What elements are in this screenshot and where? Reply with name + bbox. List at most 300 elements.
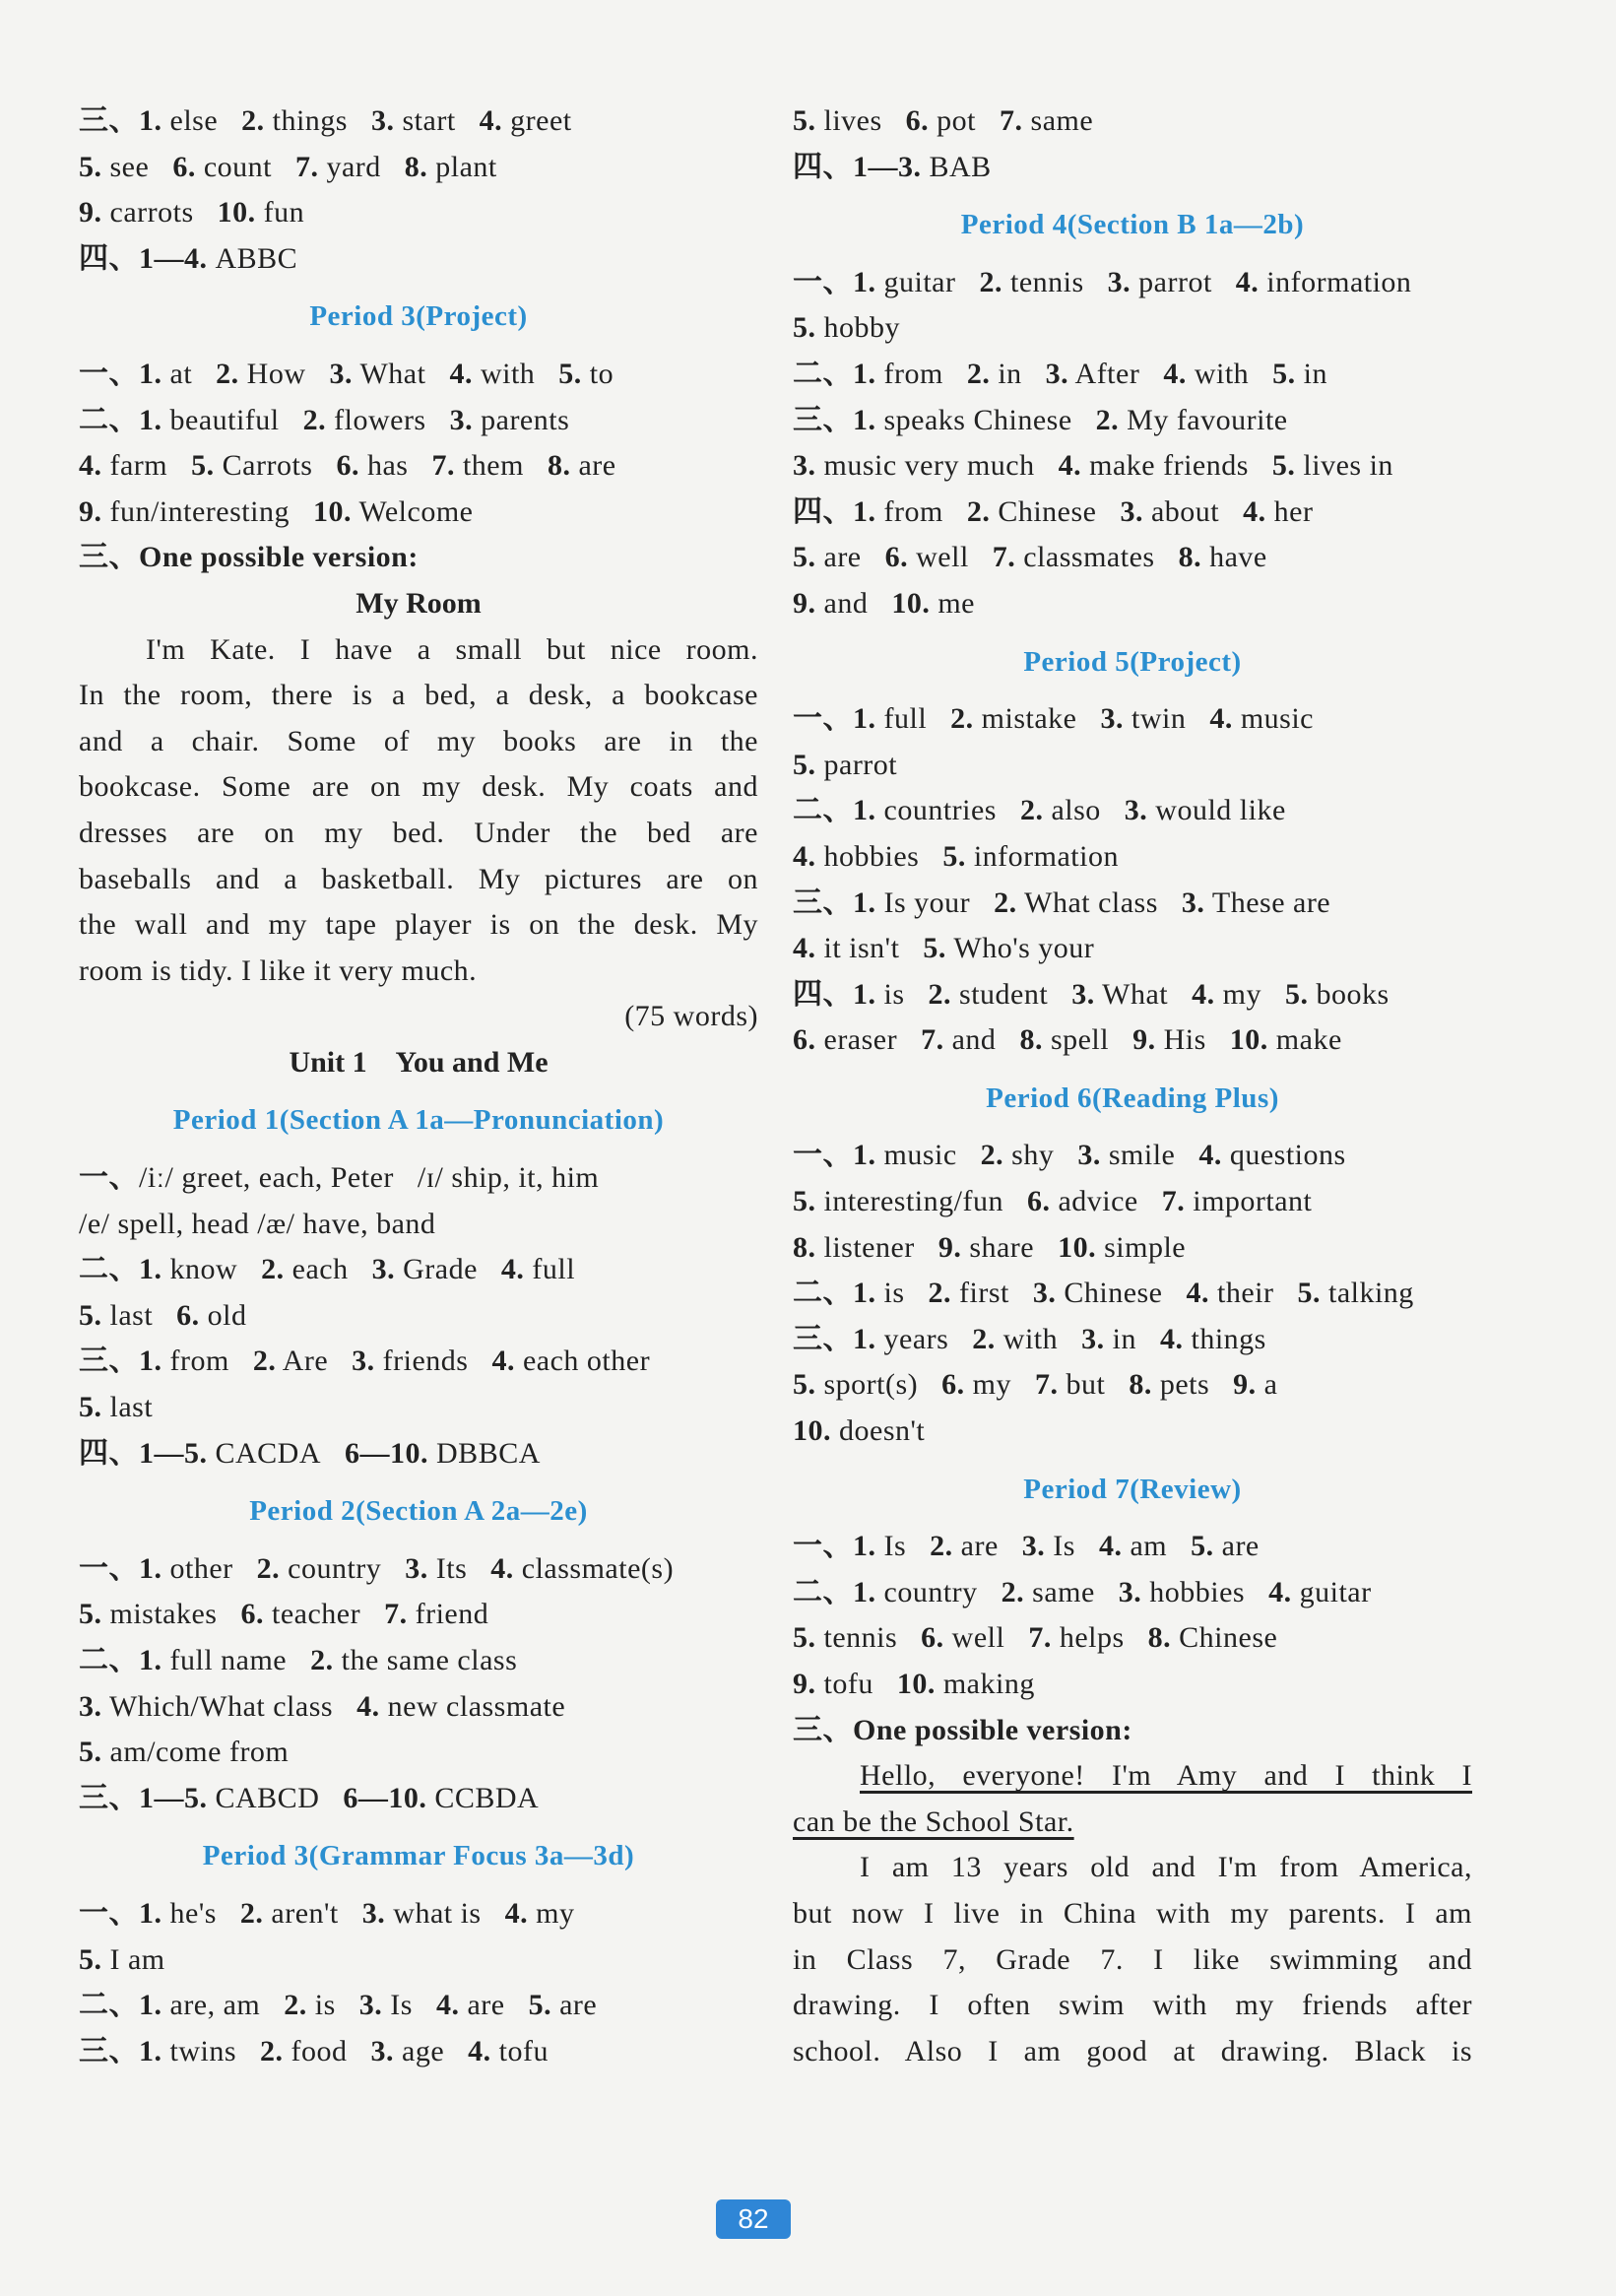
- item-number: 4.: [1243, 494, 1266, 528]
- answer-line: [793, 1017, 1472, 1064]
- answer-text: What: [359, 357, 426, 390]
- answer-text: talking: [1327, 1277, 1414, 1310]
- item-number: 7.: [1000, 104, 1023, 137]
- answer-text: each other: [522, 1345, 651, 1378]
- item-number: 6.: [176, 1298, 200, 1332]
- item-number: 2.: [928, 977, 952, 1011]
- item-number: 2.: [930, 1530, 953, 1563]
- item-number: 6.: [941, 1368, 965, 1402]
- answer-line: [793, 834, 1472, 881]
- answer-text: things: [272, 104, 348, 137]
- item-number: 2.: [950, 702, 974, 736]
- question-group-marker: 二、: [79, 1989, 139, 2022]
- answer-line: [79, 1247, 758, 1293]
- answer-text: Are: [282, 1345, 329, 1378]
- answer-text: guitar: [1299, 1575, 1372, 1608]
- answer-line: [79, 1937, 758, 1984]
- item-number: 4.: [1235, 265, 1260, 298]
- answer-text: Grade: [403, 1253, 478, 1286]
- question-group-marker: 三、: [79, 1781, 139, 1814]
- item-number: 3.: [1181, 886, 1205, 919]
- item-number: 7.: [431, 449, 455, 483]
- answer-text: fun: [263, 196, 305, 230]
- item-number: 2.: [260, 2034, 284, 2067]
- item-number: 7.: [384, 1598, 408, 1631]
- answer-text: CACDA: [215, 1436, 322, 1470]
- item-number: 1.: [139, 104, 162, 137]
- item-number: 4.: [1098, 1530, 1123, 1563]
- answer-text: parents: [481, 403, 570, 436]
- answer-text: mistake: [981, 702, 1077, 736]
- answer-text: country: [288, 1551, 382, 1585]
- text-line: [79, 902, 758, 949]
- answer-line: [79, 1776, 758, 1822]
- answer-text: are, am: [169, 1989, 261, 2022]
- answer-text: What class: [1024, 886, 1158, 919]
- answer-text: Is: [1053, 1530, 1075, 1563]
- answer-text: tennis: [1009, 265, 1084, 298]
- answer-text: Who's your: [953, 932, 1095, 965]
- item-number: 1.: [853, 1322, 876, 1355]
- answer-text: Carrots: [222, 449, 313, 483]
- item-number: 7.: [992, 541, 1016, 574]
- answer-text: farm: [109, 449, 168, 483]
- section-heading: Period 3(Project): [309, 300, 528, 333]
- item-number: 3.: [1071, 977, 1095, 1011]
- item-number: 3.: [79, 1689, 102, 1723]
- answer-line: [793, 1271, 1472, 1317]
- answer-text: eraser: [823, 1023, 898, 1057]
- answer-line: [79, 352, 758, 398]
- item-number: 6.: [172, 150, 196, 183]
- item-number: 2.: [252, 1345, 277, 1378]
- item-number: 5.: [793, 748, 816, 781]
- answer-text: their: [1217, 1277, 1274, 1310]
- answer-text: simple: [1104, 1230, 1187, 1264]
- answer-text: other: [169, 1551, 233, 1585]
- text-line: [793, 1845, 1472, 1891]
- answer-text: count: [203, 150, 272, 183]
- item-number: 2.: [928, 1277, 952, 1310]
- question-group-marker: 二、: [793, 1575, 853, 1608]
- answer-line: [793, 1179, 1472, 1225]
- answer-line: [793, 1662, 1472, 1708]
- item-number: 8.: [404, 150, 428, 183]
- question-group-marker: 二、: [793, 357, 853, 390]
- item-number: 3.: [1118, 1575, 1142, 1608]
- answer-line: [793, 972, 1472, 1018]
- answer-text: DBBCA: [436, 1436, 541, 1470]
- answer-text: from: [883, 357, 943, 390]
- answer-text: making: [942, 1668, 1035, 1700]
- answer-text: carrots: [109, 196, 194, 230]
- answer-line: [793, 581, 1472, 627]
- item-number: 7.: [1028, 1621, 1052, 1655]
- question-group-marker: 四、: [793, 150, 853, 183]
- answer-text: am/come from: [109, 1736, 290, 1769]
- item-number: 3.: [1032, 1277, 1057, 1310]
- item-number: 4.: [1159, 1322, 1184, 1355]
- answer-line: [793, 98, 1472, 145]
- item-number: 4.: [479, 104, 503, 137]
- answer-text: it isn't: [823, 932, 900, 965]
- item-number: 5.: [1297, 1277, 1321, 1310]
- item-number: 2.: [302, 403, 327, 436]
- right-column: [793, 98, 1472, 2074]
- answer-line: [79, 1431, 758, 1477]
- answer-line: [793, 1708, 1472, 1754]
- text-line: [79, 764, 758, 811]
- answer-text: information: [973, 839, 1119, 873]
- answer-text: but: [1066, 1368, 1106, 1402]
- answer-text: lives: [823, 104, 882, 137]
- item-number: 7.: [294, 150, 319, 183]
- answer-text: CABCD: [215, 1781, 320, 1814]
- answer-text: tofu: [498, 2034, 549, 2067]
- answer-text: them: [462, 449, 524, 483]
- answer-text: His: [1163, 1023, 1206, 1057]
- item-number: 5.: [793, 104, 816, 137]
- question-group-marker: 一、: [793, 1530, 853, 1563]
- answer-line: [793, 305, 1472, 352]
- answer-text: pets: [1159, 1368, 1210, 1402]
- item-number: 3.: [352, 1345, 375, 1378]
- item-number: 3.: [1107, 265, 1131, 298]
- item-number: 1.: [853, 265, 876, 298]
- item-number: 9.: [1132, 1023, 1156, 1057]
- answer-line: [793, 443, 1472, 490]
- answer-line: [79, 490, 758, 536]
- answer-text: teacher: [272, 1598, 361, 1631]
- answer-text: music very much: [823, 449, 1035, 483]
- text-line: [793, 1800, 1472, 1846]
- item-number: 2.: [239, 1896, 264, 1930]
- answer-text: would like: [1155, 794, 1286, 827]
- answer-line: [793, 145, 1472, 191]
- item-number: 5.: [793, 1368, 816, 1402]
- answer-text: well: [951, 1621, 1005, 1655]
- item-number: 5.: [79, 1942, 102, 1976]
- item-number: 10.: [1058, 1230, 1097, 1264]
- answer-text: parrot: [1138, 265, 1212, 298]
- answer-text: full: [883, 702, 928, 736]
- answer-text: with: [480, 357, 536, 390]
- question-group-marker: 三、: [79, 2034, 139, 2067]
- question-group-marker: 三、: [79, 541, 139, 574]
- answer-line: [79, 1730, 758, 1776]
- question-group-marker: 二、: [793, 1277, 853, 1310]
- answer-line: [79, 1983, 758, 2029]
- answer-text: last: [109, 1298, 154, 1332]
- item-number: 5.: [79, 1298, 102, 1332]
- bold-label: One possible version:: [139, 541, 419, 574]
- item-number: 2.: [310, 1644, 334, 1676]
- question-group-marker: 四、: [793, 977, 853, 1011]
- text-line: [793, 1753, 1472, 1800]
- answer-text: the same class: [341, 1644, 518, 1676]
- answer-text: see: [109, 150, 150, 183]
- question-group-marker: 一、: [793, 702, 853, 736]
- item-number: 8.: [1019, 1023, 1043, 1057]
- answer-text: are: [467, 1989, 505, 2022]
- answer-text: interesting/fun: [823, 1185, 1003, 1218]
- answer-text: These are: [1211, 886, 1331, 919]
- item-number: 7.: [1035, 1368, 1059, 1402]
- text-line: [79, 1202, 758, 1248]
- item-number: 9.: [79, 494, 102, 528]
- answer-line: [793, 260, 1472, 306]
- answer-text: music: [883, 1139, 957, 1172]
- answer-text: is: [883, 977, 905, 1011]
- answer-text: in: [1303, 357, 1328, 390]
- answer-text: what is: [393, 1896, 482, 1930]
- item-number: 6.: [921, 1621, 944, 1655]
- answer-text: ABBC: [215, 241, 298, 275]
- answer-text: with: [1194, 357, 1250, 390]
- item-number: 2.: [261, 1253, 285, 1286]
- answer-text: BAB: [929, 150, 992, 183]
- answer-line: [79, 98, 758, 145]
- item-number: 8.: [1147, 1621, 1172, 1655]
- answer-text: hobbies: [1149, 1575, 1246, 1608]
- item-number: 10.: [793, 1414, 831, 1448]
- answer-text: fun/interesting: [109, 494, 290, 528]
- text-line: [79, 857, 758, 903]
- item-number: 4.: [468, 2034, 491, 2067]
- item-number: 6.: [793, 1023, 816, 1057]
- answer-text: speaks Chinese: [883, 403, 1072, 436]
- answer-text: are: [559, 1989, 598, 2022]
- answer-text: Which/What class: [108, 1689, 334, 1723]
- item-number: 1.: [139, 1644, 162, 1676]
- answer-text: lives in: [1303, 449, 1393, 483]
- answer-text: Chinese: [1179, 1621, 1278, 1655]
- answer-text: my: [972, 1368, 1011, 1402]
- item-number: 8.: [547, 449, 571, 483]
- answer-text: else: [169, 104, 219, 137]
- item-number: 9.: [937, 1230, 962, 1264]
- item-number: 2.: [1019, 794, 1044, 827]
- item-number: 3.: [358, 1989, 383, 2022]
- answer-text: is: [314, 1989, 336, 2022]
- answer-text: in: [1112, 1322, 1136, 1355]
- answer-line: [79, 1155, 758, 1202]
- answer-text: Is your: [883, 886, 971, 919]
- answer-text: shy: [1011, 1139, 1055, 1172]
- item-number: 1.: [853, 977, 876, 1011]
- item-number: 1—4.: [139, 241, 208, 275]
- item-number: 5.: [942, 839, 966, 873]
- text-span: but now I live in China with my parents. I am: [793, 1896, 1472, 1930]
- answer-line: [793, 1409, 1472, 1455]
- item-number: 5.: [79, 150, 102, 183]
- item-number: 4.: [490, 1551, 514, 1585]
- item-number: 6—10.: [343, 1781, 427, 1814]
- answer-text: he's: [169, 1896, 217, 1930]
- item-number: 4.: [1192, 977, 1215, 1011]
- item-number: 4.: [1268, 1575, 1292, 1608]
- item-number: 3.: [1077, 1139, 1101, 1172]
- item-number: 2.: [216, 357, 239, 390]
- question-group-marker: 一、: [79, 1551, 139, 1585]
- answer-text: /iː/ greet, each, Peter /ɪ/ ship, it, him: [139, 1161, 600, 1195]
- text-span: Hello, everyone! I'm Amy and I think I: [860, 1759, 1472, 1793]
- answer-text: How: [246, 357, 306, 390]
- text-line: [793, 1937, 1472, 1984]
- answer-line: [79, 398, 758, 444]
- question-group-marker: 三、: [793, 1322, 853, 1355]
- answer-line: [79, 1684, 758, 1731]
- item-number: 3.: [793, 449, 816, 483]
- answer-text: important: [1193, 1185, 1313, 1218]
- item-number: 3.: [1100, 702, 1124, 736]
- question-group-marker: 四、: [79, 1436, 139, 1470]
- answer-text: are: [578, 449, 616, 483]
- item-number: 5.: [923, 932, 946, 965]
- text-span: and a chair. Some of my books are in the: [79, 724, 758, 757]
- answer-text: smile: [1108, 1139, 1176, 1172]
- answer-line: [793, 352, 1472, 398]
- text-span: bookcase. Some are on my desk. My coats and: [79, 770, 758, 804]
- answer-line: [793, 696, 1472, 743]
- item-number: 2.: [1095, 403, 1120, 436]
- text-span: room is tidy. I like it very much.: [79, 953, 478, 987]
- question-group-marker: 一、: [79, 357, 139, 390]
- section-heading: Period 5(Project): [1023, 645, 1242, 678]
- answer-text: CCBDA: [434, 1781, 540, 1814]
- item-number: 10.: [217, 196, 256, 230]
- text-span: school. Also I am good at drawing. Black is: [793, 2034, 1472, 2067]
- answer-line: [793, 1570, 1472, 1616]
- text-span: baseballs and a basketball. My pictures are on: [79, 862, 758, 895]
- item-number: 9.: [793, 1668, 816, 1700]
- item-number: 2.: [979, 265, 1002, 298]
- text-span: dresses are on my bed. Under the bed are: [79, 816, 758, 849]
- answer-text: music: [1240, 702, 1314, 736]
- item-number: 5.: [793, 311, 816, 345]
- item-number: 2.: [1001, 1575, 1025, 1608]
- item-number: 1.: [853, 494, 876, 528]
- item-number: 5.: [793, 541, 816, 574]
- answer-text: are: [960, 1530, 999, 1563]
- question-group-marker: 四、: [79, 241, 139, 275]
- answer-text: with: [1002, 1322, 1059, 1355]
- section-heading: Period 4(Section B 1a—2b): [960, 209, 1305, 241]
- item-number: 1—5.: [139, 1781, 208, 1814]
- question-group-marker: 四、: [793, 494, 853, 528]
- answer-text: listener: [823, 1230, 915, 1264]
- section-heading: Period 2(Section A 2a—2e): [249, 1495, 588, 1528]
- answer-text: years: [883, 1322, 949, 1355]
- item-number: 10.: [891, 586, 931, 620]
- answer-text: each: [291, 1253, 349, 1286]
- answer-text: have: [1209, 541, 1267, 574]
- item-number: 6.: [336, 449, 359, 483]
- answer-text: age: [402, 2034, 445, 2067]
- answer-line: [793, 1615, 1472, 1662]
- text-span: (75 words): [624, 1000, 758, 1033]
- answer-text: flowers: [334, 403, 426, 436]
- answer-line: [79, 1339, 758, 1385]
- answer-text: twin: [1131, 702, 1187, 736]
- answer-text: Chinese: [998, 494, 1097, 528]
- answer-text: know: [169, 1253, 238, 1286]
- answer-line: [793, 1317, 1472, 1363]
- answer-text: to: [589, 357, 614, 390]
- answer-text: at: [169, 357, 193, 390]
- item-number: 2.: [966, 357, 991, 390]
- text-span: drawing. I often swim with my friends after: [793, 1989, 1472, 2022]
- item-number: 3.: [1021, 1530, 1046, 1563]
- answer-line: [793, 743, 1472, 789]
- item-number: 3.: [449, 403, 474, 436]
- answer-text: guitar: [883, 265, 956, 298]
- answer-text: is: [883, 1277, 905, 1310]
- answer-text: Chinese: [1064, 1277, 1163, 1310]
- bold-label: One possible version:: [853, 1713, 1132, 1746]
- answer-text: my: [1222, 977, 1261, 1011]
- answer-text: friend: [415, 1598, 489, 1631]
- item-number: 5.: [528, 1989, 552, 2022]
- text-span: I'm Kate. I have a small but nice room.: [146, 632, 758, 666]
- item-number: 1.: [853, 357, 876, 390]
- item-number: 3.: [361, 1896, 386, 1930]
- item-number: 3.: [405, 1551, 428, 1585]
- item-number: 1.: [853, 1575, 876, 1608]
- item-number: 1.: [853, 1530, 876, 1563]
- item-number: 6—10.: [345, 1436, 429, 1470]
- item-number: 1.: [853, 1277, 876, 1310]
- item-number: 5.: [79, 1736, 102, 1769]
- question-group-marker: 三、: [793, 1713, 853, 1746]
- answer-text: share: [969, 1230, 1035, 1264]
- section-heading: Period 6(Reading Plus): [986, 1082, 1279, 1114]
- answer-line: [79, 1592, 758, 1638]
- item-number: 5.: [1191, 1530, 1214, 1563]
- item-number: 3.: [329, 357, 353, 390]
- text-line: [793, 1983, 1472, 2029]
- answer-text: hobbies: [823, 839, 920, 873]
- text-span: can be the School Star.: [793, 1804, 1074, 1838]
- answer-line: [793, 1225, 1472, 1272]
- question-group-marker: 二、: [79, 1253, 139, 1286]
- item-number: 1.: [139, 403, 162, 436]
- answer-line: [793, 490, 1472, 536]
- item-number: 5.: [558, 357, 582, 390]
- section-heading: Period 7(Review): [1023, 1473, 1242, 1505]
- answer-text: tofu: [823, 1668, 873, 1700]
- answer-text: are: [823, 541, 862, 574]
- item-number: 4.: [1186, 1277, 1209, 1310]
- text-span: /e/ spell, head /æ/ have, band: [79, 1207, 436, 1240]
- item-number: 4.: [491, 1345, 515, 1378]
- item-number: 2.: [994, 886, 1017, 919]
- answer-text: first: [959, 1277, 1009, 1310]
- question-group-marker: 一、: [793, 1139, 853, 1172]
- answer-text: Its: [435, 1551, 468, 1585]
- item-number: 5.: [79, 1391, 102, 1424]
- item-number: 4.: [1163, 357, 1187, 390]
- item-number: 4.: [1058, 449, 1082, 483]
- text-line: [79, 811, 758, 857]
- item-number: 5.: [1272, 357, 1296, 390]
- answer-text: doesn't: [839, 1414, 926, 1448]
- item-number: 2.: [980, 1139, 1004, 1172]
- page-number: 82: [716, 2199, 791, 2239]
- item-number: 4.: [79, 449, 102, 483]
- answer-line: [79, 535, 758, 581]
- answer-text: What: [1102, 977, 1169, 1011]
